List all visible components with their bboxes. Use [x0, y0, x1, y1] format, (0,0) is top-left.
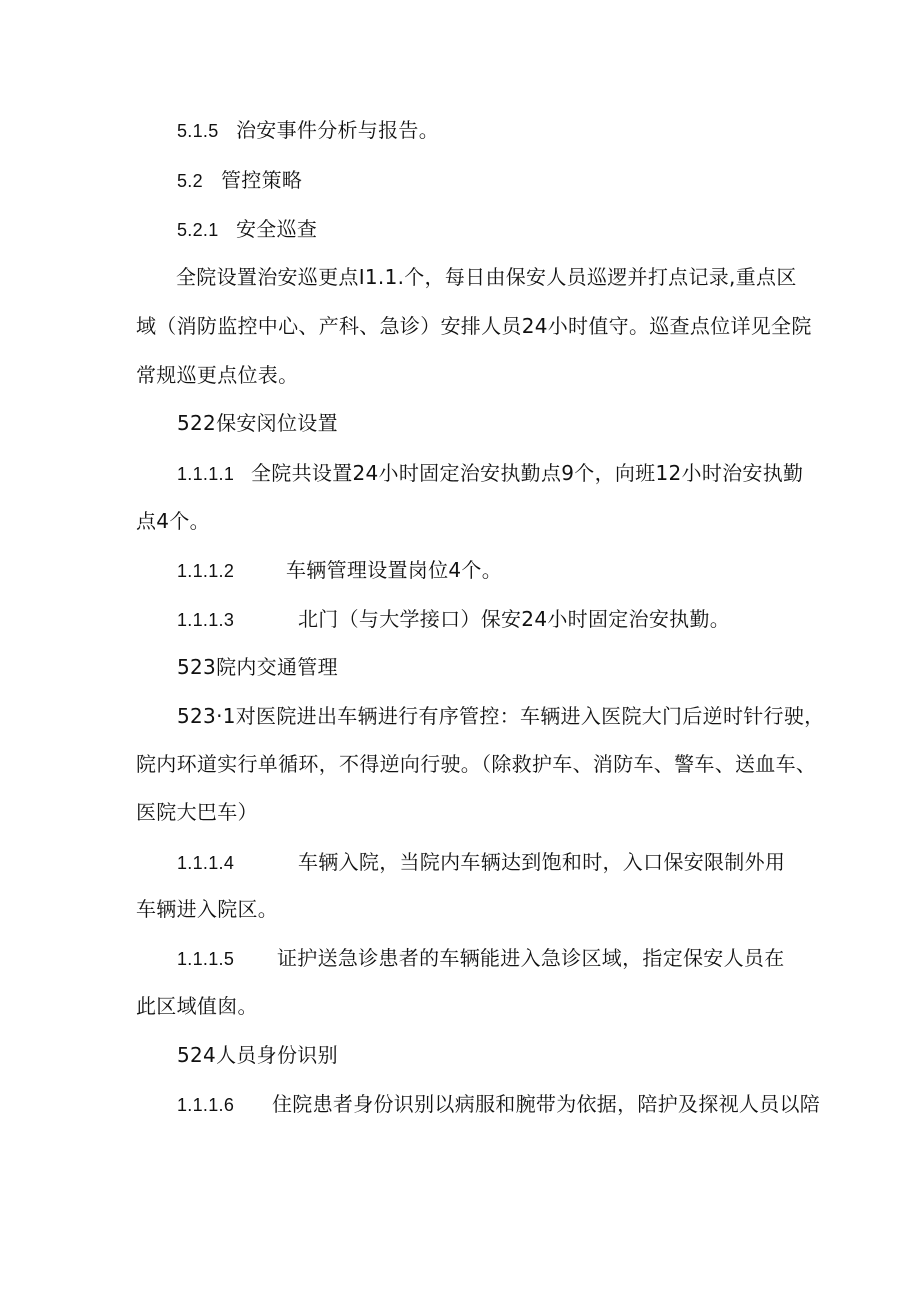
item-1-1-1-3-text: 北门（与大学接口）保安24小时固定治安执勤。	[298, 607, 731, 631]
item-1-1-1-6-number: 1.1.1.6	[177, 1095, 235, 1115]
section-5-2-1-title: 安全巡查	[236, 217, 318, 241]
item-1-1-1-6-line-1: 住院患者身份识别以病服和腕带为依据，陪护及探视人员以陪	[272, 1092, 821, 1116]
item-1-1-1-4-line-2: 车辆进入院区。	[136, 897, 279, 921]
section-5-2-3-heading: 523院内交通管理	[177, 655, 338, 679]
section-5-2-number: 5.2	[177, 171, 203, 191]
patrol-paragraph-line-1: 全院设置治安巡更点I1.1.个，每日由保安人员巡逻并打点记录,重点区	[176, 265, 797, 289]
section-5-1-5-number: 5.1.5	[177, 121, 219, 141]
item-1-1-1-1-number: 1.1.1.1	[177, 464, 235, 484]
paragraph-5-2-3-1-line-3: 医院大巴车）	[136, 800, 258, 824]
section-5-2-2-heading: 522保安闵位设置	[177, 411, 338, 435]
item-1-1-1-2-number: 1.1.1.2	[177, 561, 235, 581]
patrol-paragraph-line-3: 常规巡更点位表。	[136, 363, 299, 387]
section-5-2-4-heading: 524人员身份识别	[177, 1043, 338, 1067]
paragraph-5-2-3-1-line-1: 523·1对医院进出车辆进行有序管控：车辆进入医院大门后逆时针行驶，	[177, 704, 825, 728]
item-1-1-1-5-line-1: 证护送急诊患者的车辆能进入急诊区域，指定保安人员在	[277, 946, 785, 970]
paragraph-5-2-3-1-line-2: 院内环道实行单循环，不得逆向行驶。（除救护车、消防车、警车、送血车、	[136, 752, 817, 776]
section-5-2-1-number: 5.2.1	[177, 220, 219, 240]
section-5-2-title: 管控策略	[221, 168, 303, 192]
item-1-1-1-4-number: 1.1.1.4	[177, 853, 235, 873]
item-1-1-1-1-line-2: 点4个。	[136, 509, 210, 533]
item-1-1-1-4-line-1: 车辆入院，当院内车辆达到饱和时，入口保安限制外用	[298, 850, 786, 874]
patrol-paragraph-line-2: 域（消防监控中心、产科、急诊）安排人员24小时值守。巡查点位详见全院	[136, 314, 812, 338]
item-1-1-1-5-line-2: 此区域值囱。	[136, 994, 258, 1018]
item-1-1-1-2-text: 车辆管理设置岗位4个。	[286, 558, 503, 582]
item-1-1-1-1-line-1: 全院共设置24小时固定治安执勤点9个，向班12小时治安执勤	[251, 461, 804, 485]
item-1-1-1-3-number: 1.1.1.3	[177, 610, 235, 630]
section-5-1-5-title: 治安事件分析与报告。	[236, 118, 439, 142]
item-1-1-1-5-number: 1.1.1.5	[177, 949, 235, 969]
